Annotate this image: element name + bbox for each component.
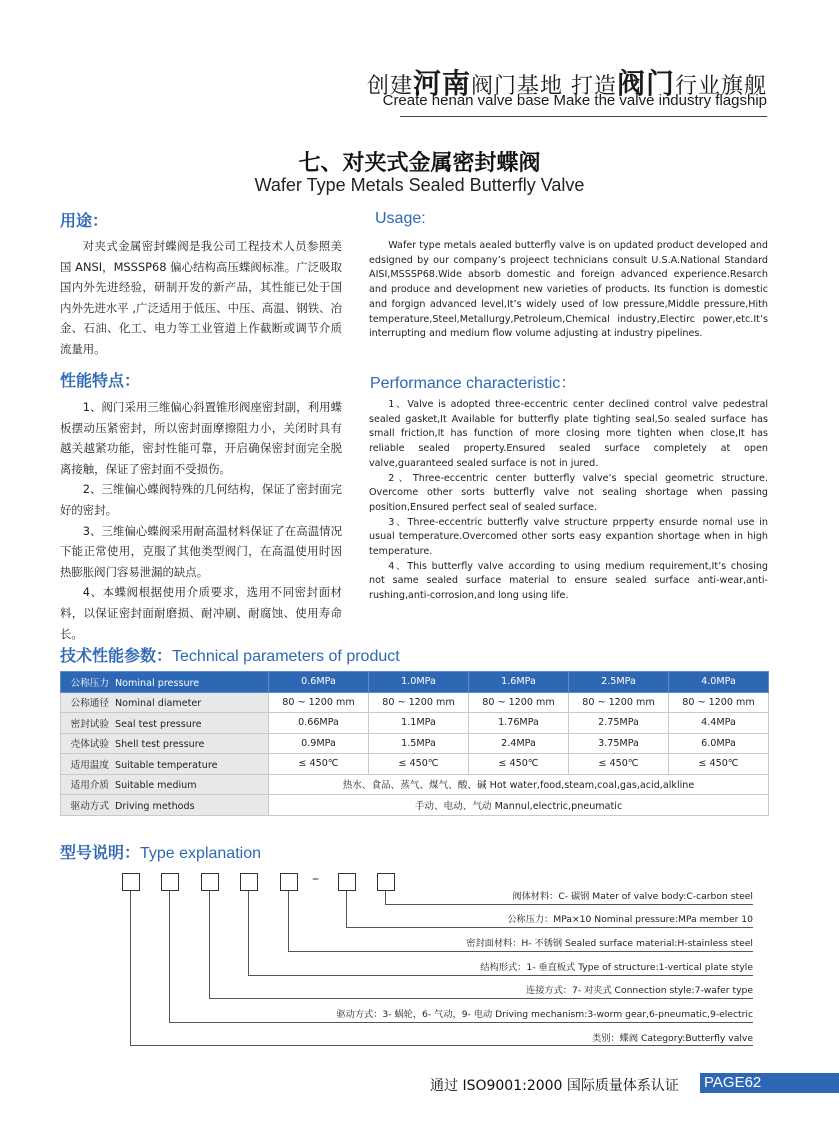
slogan-segment: 河南 [412, 67, 471, 100]
label-cn: 公称压力 [70, 677, 109, 689]
footer-certification: 通过 ISO9001:2000 国际质量体系认证 [430, 1078, 679, 1094]
connector-line [385, 891, 386, 904]
code-box-driving [161, 873, 179, 891]
table-header-cell: 0.6MPa [269, 672, 369, 693]
code-box-body-material [377, 873, 395, 891]
table-cell: 0.9MPa [269, 733, 369, 754]
table-cell: 80 ~ 1200 mm [469, 692, 569, 713]
performance-item-en: 2、Three-eccentric center butterfly valve’s special geometric structure. Overcome other sorts butterfly valve not sealing shortage when passing position,Ensured perfect seal of sealed surface. [369, 472, 768, 513]
performance-item-cn: 4、本蝶阀根据使用介质要求，选用不同密封面材料，以保证密封面耐磨损、耐冲刷、耐腐蚀、使用寿命长。 [60, 585, 342, 641]
performance-item-cn: 2、三维偏心蝶阀特殊的几何结构，保证了密封面完好的密封。 [60, 482, 342, 517]
performance-item-cn: 3、三维偏心蝶阀采用耐高温材料保证了在高温情况下能正常使用，克服了其他类型阀门，在高温使用时因热膨胀阀门容易泄漏的缺点。 [60, 523, 342, 579]
performance-heading-cn: 性能特点： [60, 371, 141, 390]
label-cn: 公称通径 [70, 698, 109, 710]
slogan-segment: 阀门基地 打造 [470, 74, 617, 99]
page-title-en: Wafer Type Metals Sealed Butterfly Valve [254, 175, 585, 195]
slogan-segment: 行业旗舰 [674, 74, 767, 99]
table-cell: ≤ 450℃ [469, 754, 569, 775]
table-cell: ≤ 450℃ [269, 754, 369, 775]
usage-paragraph-en: Wafer type metals aealed butterfly valve is on updated product developed and edsigned by our company’s projeect technicians consult U.S.A.National Standard AISI,MSSSP68.Wide absorb domestic and foreign advanced experience.Resarch and produce and development new varieties of products. Its function is domestic and forgign advanced level,It’s widely used of low pressure,Middle pressure,Hith temperature,Steel,Metallurgy,Petroleum,Chemical industry,Electirc power,etc.It’s interrupting and medium flow volume adjusting at industry pipelines. [369, 240, 768, 340]
connector-line [130, 1045, 753, 1046]
technical-heading-en: Technical parameters of product [172, 648, 400, 665]
page-title-cn: 七、对夹式金属密封蝶阀 [298, 151, 541, 176]
label-en: Nominal diameter [115, 698, 202, 710]
table-merged-cell: 手动、电动、气动 Mannul,electric,pneumatic [269, 795, 769, 816]
label-cn: 壳体试验 [70, 739, 109, 751]
code-box-category [122, 873, 140, 891]
table-header-cell: 2.5MPa [569, 672, 669, 693]
connector-line [385, 904, 753, 905]
type-desc-driving: 驱动方式：3- 蜗轮，6- 气动，9- 电动 Driving mechanism:3-worm gear,6-pneumatic,9-electric [336, 1009, 753, 1020]
page-number: PAGE62 [700, 1073, 839, 1093]
performance-item-en: 1、Valve is adopted three-eccentric center declined control valve pedestral sealed gasket,It Available for butterfly plate tighting seal,So sealed surface has small friction,It has function of more closing more tighten when close,It has reliable sealed property.Ensured sealed surface completely at open valve,guaranteed sealed surface is not in jured. [369, 399, 768, 469]
label-en: Suitable temperature [115, 759, 218, 771]
table-merged-cell: 热水、食品、蒸气、煤气、酸、碱 Hot water,food,steam,coal,gas,acid,alkline [269, 774, 769, 795]
table-cell: 1.5MPa [369, 733, 469, 754]
connector-line [288, 891, 289, 951]
header-slogan-en: Create henan valve base Make the valve industry flagship [382, 92, 767, 109]
table-header-cell: 1.0MPa [369, 672, 469, 693]
label-en: Nominal pressure [115, 677, 200, 689]
code-separator: – [312, 871, 319, 887]
table-cell: 1.76MPa [469, 713, 569, 734]
table-header-cell: 4.0MPa [669, 672, 769, 693]
technical-heading-cn: 技术性能参数： [60, 646, 173, 665]
table-cell: 0.66MPa [269, 713, 369, 734]
connector-line [169, 891, 170, 1022]
slogan-segment: 创建 [366, 74, 413, 99]
table-cell: 6.0MPa [669, 733, 769, 754]
table-cell: 80 ~ 1200 mm [569, 692, 669, 713]
type-heading-cn: 型号说明： [60, 843, 141, 862]
table-cell: 2.75MPa [569, 713, 669, 734]
type-desc-connection: 连接方式：7- 对夹式 Connection style:7-wafer type [526, 985, 753, 996]
connector-line [169, 1022, 753, 1023]
connector-line [346, 927, 753, 928]
table-cell: 2.4MPa [469, 733, 569, 754]
usage-heading-cn: 用途： [60, 211, 109, 230]
table-cell: ≤ 450℃ [369, 754, 469, 775]
connector-line [346, 891, 347, 927]
connector-line [288, 951, 753, 952]
code-box-pressure [338, 873, 356, 891]
table-header-cell: 1.6MPa [469, 672, 569, 693]
connector-line [209, 998, 753, 999]
table-cell: ≤ 450℃ [569, 754, 669, 775]
usage-heading-en: Usage: [375, 210, 426, 227]
connector-line [248, 891, 249, 975]
code-box-seal [280, 873, 298, 891]
type-desc-pressure: 公称压力：MPa×10 Nominal pressure:MPa member 10 [507, 914, 753, 925]
table-cell: 80 ~ 1200 mm [269, 692, 369, 713]
label-en: Suitable medium [115, 780, 197, 792]
table-cell: ≤ 450℃ [669, 754, 769, 775]
type-desc-seal-material: 密封面材料：H- 不锈钢 Sealed surface material:H-stainless steel [466, 938, 753, 949]
type-desc-body-material: 阀体材料：C- 碳钢 Mater of valve body:C-carbon steel [512, 891, 753, 902]
performance-item-en: 4、This butterfly valve according to using medium requirement,It’s chosing not same sealed surface material to ensure sealed surface anti-wear,anti-rushing,anti-corrosion,and long using life. [369, 560, 768, 602]
code-box-structure [240, 873, 258, 891]
label-en: Shell test pressure [115, 739, 205, 751]
table-cell: 80 ~ 1200 mm [369, 692, 469, 713]
label-cn: 密封试验 [70, 718, 109, 730]
table-cell: 80 ~ 1200 mm [669, 692, 769, 713]
label-en: Driving methods [115, 800, 195, 812]
label-cn: 适用介质 [70, 780, 109, 792]
label-cn: 适用温度 [70, 759, 109, 771]
performance-item-cn: 1、阀门采用三维偏心斜置锥形阀座密封副，利用蝶板摆动压紧密封，所以密封面摩擦阻力小，关闭时具有越关越紧功能，密封性能可靠，开启确保密封面完全脱离接触，保证了密封面不受损伤。 [60, 400, 342, 476]
connector-line [130, 891, 131, 1045]
performance-heading-en: Performance characteristic： [370, 375, 577, 392]
label-cn: 驱动方式 [70, 800, 109, 812]
usage-paragraph-cn: 对夹式金属密封蝶阀是我公司工程技术人员参照美国 ANSI，MSSSP68 偏心结构高压蝶阀标准。广泛吸取国内外先进经验，研制开发的新产品，其性能已处于国内外先进水平 ,广泛适用于低压、中压、高温、钢铁、冶金、石油、化工、电力等工业管道上作截断或调节介质流量用。 [60, 239, 342, 356]
connector-line [209, 891, 210, 998]
type-heading-en: Type explanation [140, 845, 261, 862]
table-cell: 4.4MPa [669, 713, 769, 734]
performance-item-en: 3、Three-eccentric butterfly valve structure prpperty ensurde nomal use in usual temperature.Overcomed other sorts easy expantion shortage when in high temperature. [369, 516, 768, 558]
type-desc-category: 类别：蝶阀 Category:Butterfly valve [592, 1033, 753, 1044]
label-en: Seal test pressure [115, 718, 202, 730]
slogan-segment: 阀门 [616, 67, 675, 100]
connector-line [248, 975, 753, 976]
type-desc-structure: 结构形式：1- 垂直板式 Type of structure:1-vertical plate style [480, 962, 753, 973]
code-box-connection [201, 873, 219, 891]
table-cell: 1.1MPa [369, 713, 469, 734]
table-cell: 3.75MPa [569, 733, 669, 754]
